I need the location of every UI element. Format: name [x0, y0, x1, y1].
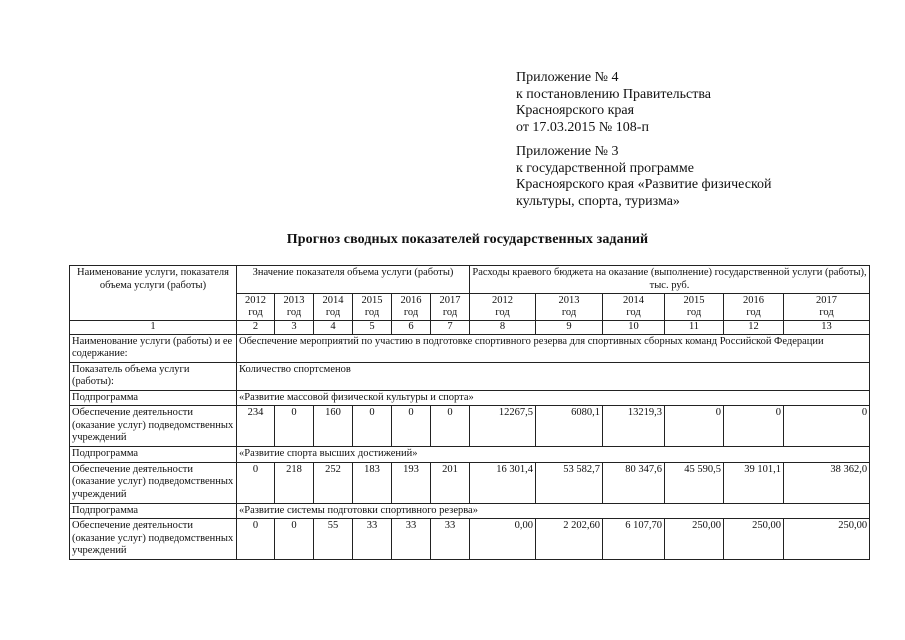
column-number: 7 — [431, 321, 470, 335]
subprogram-name: «Развитие спорта высших достижений» — [237, 447, 870, 463]
subprogram-name: «Развитие системы подготовки спортивного резерва» — [237, 503, 870, 519]
year-suffix: год — [819, 307, 834, 318]
volume-cell: 201 — [431, 462, 470, 503]
appendix-3-line: культуры, спорта, туризма» — [516, 193, 680, 209]
volume-year-header — [431, 294, 470, 321]
year-suffix: год — [325, 307, 341, 318]
year-suffix: год — [686, 307, 702, 318]
col-name-header: Наименование услуги, показателя объема услуги (работы) — [70, 266, 237, 321]
year-suffix: год — [364, 307, 380, 318]
volume-cell: 183 — [353, 462, 392, 503]
appendix-3-line: Приложение № 3 — [516, 144, 619, 159]
budget-cell: 45 590,5 — [665, 462, 724, 503]
appendix-4-line: к постановлению Правительства — [516, 86, 712, 102]
subprogram-name: «Развитие массовой физической культуры и спорта» — [237, 390, 870, 406]
year-suffix: год — [561, 307, 577, 318]
year-suffix: год — [495, 307, 510, 318]
volume-cell: 0 — [275, 406, 314, 447]
year-value: 2017 — [816, 295, 838, 306]
volume-cell: 0 — [275, 519, 314, 560]
year-value: 2013 — [558, 295, 580, 306]
budget-cell: 0 — [724, 406, 784, 447]
budget-cell: 0 — [665, 406, 724, 447]
volume-cell: 55 — [314, 519, 353, 560]
budget-year-header — [784, 294, 870, 321]
subprogram-label: Подпрограмма — [70, 447, 237, 463]
volume-year-header — [275, 294, 314, 321]
budget-group-header: Расходы краевого бюджета на оказание (выполнение) государственной услуги (работы), тыс. руб. — [470, 266, 870, 294]
year-value: 2015 — [683, 295, 705, 306]
year-suffix: год — [746, 307, 761, 318]
appendix-3-line: Красноярского края «Развитие физической — [516, 177, 772, 192]
table-row — [70, 406, 870, 447]
year-suffix: год — [248, 307, 263, 318]
volume-cell: 33 — [353, 519, 392, 560]
table-row — [70, 519, 870, 560]
column-number: 3 — [275, 321, 314, 335]
volume-cell: 234 — [237, 406, 275, 447]
budget-cell: 6 107,70 — [603, 519, 665, 560]
column-number: 8 — [470, 321, 536, 335]
volume-cell: 0 — [392, 406, 431, 447]
volume-cell: 252 — [314, 462, 353, 503]
budget-year-header — [536, 294, 603, 321]
appendix-3-line: к государственной программе — [516, 160, 694, 176]
column-number: 9 — [536, 321, 603, 335]
activity-label: Обеспечение деятельности (оказание услуг) подведомственных учреждений — [70, 406, 237, 447]
indicator-label: Показатель объема услуги (работы): — [70, 362, 237, 390]
appendix-4-block — [516, 70, 711, 136]
year-value: 2017 — [439, 295, 461, 306]
column-number: 11 — [665, 321, 724, 335]
table-row — [70, 462, 870, 503]
volume-cell: 0 — [237, 462, 275, 503]
volume-cell: 218 — [275, 462, 314, 503]
year-value: 2012 — [245, 295, 266, 306]
column-number: 12 — [724, 321, 784, 335]
column-number: 4 — [314, 321, 353, 335]
document-title: Прогноз сводных показателей государственных заданий — [286, 232, 649, 247]
budget-year-header — [603, 294, 665, 321]
budget-cell: 0,00 — [470, 519, 536, 560]
budget-year-header — [665, 294, 724, 321]
year-suffix: год — [442, 307, 458, 318]
budget-cell: 80 347,6 — [603, 462, 665, 503]
indicator-value: Количество спортсменов — [237, 362, 870, 390]
volume-cell: 0 — [353, 406, 392, 447]
column-number: 13 — [784, 321, 870, 335]
budget-cell: 38 362,0 — [784, 462, 870, 503]
column-number: 1 — [70, 321, 237, 335]
volume-group-header: Значение показателя объема услуги (работы) — [237, 266, 470, 294]
service-name-value: Обеспечение мероприятий по участию в подготовке спортивного резерва для спортивных сборных команд Российской Федерации — [237, 334, 870, 362]
appendix-4-line: Красноярского края — [516, 103, 635, 118]
budget-cell: 53 582,7 — [536, 462, 603, 503]
year-value: 2016 — [743, 295, 764, 306]
volume-cell: 193 — [392, 462, 431, 503]
volume-year-header — [392, 294, 431, 321]
year-suffix: год — [403, 307, 419, 318]
year-value: 2014 — [623, 295, 644, 306]
year-value: 2014 — [322, 295, 344, 306]
column-number: 5 — [353, 321, 392, 335]
year-value: 2016 — [400, 295, 422, 306]
subprogram-label: Подпрограмма — [70, 503, 237, 519]
appendix-3-block — [516, 144, 772, 210]
year-value: 2012 — [492, 295, 513, 306]
volume-year-header — [237, 294, 275, 321]
budget-cell: 13219,3 — [603, 406, 665, 447]
budget-cell: 250,00 — [784, 519, 870, 560]
budget-cell: 2 202,60 — [536, 519, 603, 560]
service-name-label: Наименование услуги (работы) и ее содержание: — [70, 334, 237, 362]
budget-cell: 250,00 — [665, 519, 724, 560]
budget-year-header — [724, 294, 784, 321]
volume-cell: 0 — [431, 406, 470, 447]
activity-label: Обеспечение деятельности (оказание услуг) подведомственных учреждений — [70, 519, 237, 560]
budget-cell: 16 301,4 — [470, 462, 536, 503]
year-suffix: год — [286, 307, 302, 318]
column-number: 2 — [237, 321, 275, 335]
forecast-table — [69, 265, 870, 560]
volume-cell: 33 — [392, 519, 431, 560]
volume-year-header — [353, 294, 392, 321]
column-number: 6 — [392, 321, 431, 335]
budget-cell: 39 101,1 — [724, 462, 784, 503]
volume-cell: 160 — [314, 406, 353, 447]
subprogram-label: Подпрограмма — [70, 390, 237, 406]
column-number: 10 — [603, 321, 665, 335]
volume-cell: 0 — [237, 519, 275, 560]
year-value: 2015 — [361, 295, 383, 306]
budget-cell: 250,00 — [724, 519, 784, 560]
year-value: 2013 — [283, 295, 305, 306]
volume-cell: 33 — [431, 519, 470, 560]
appendix-4-line: от 17.03.2015 № 108-п — [516, 119, 649, 135]
year-suffix: год — [626, 307, 641, 318]
budget-cell: 6080,1 — [536, 406, 603, 447]
budget-cell: 0 — [784, 406, 870, 447]
activity-label: Обеспечение деятельности (оказание услуг) подведомственных учреждений — [70, 462, 237, 503]
volume-year-header — [314, 294, 353, 321]
budget-cell: 12267,5 — [470, 406, 536, 447]
budget-year-header — [470, 294, 536, 321]
appendix-4-line: Приложение № 4 — [516, 70, 619, 85]
